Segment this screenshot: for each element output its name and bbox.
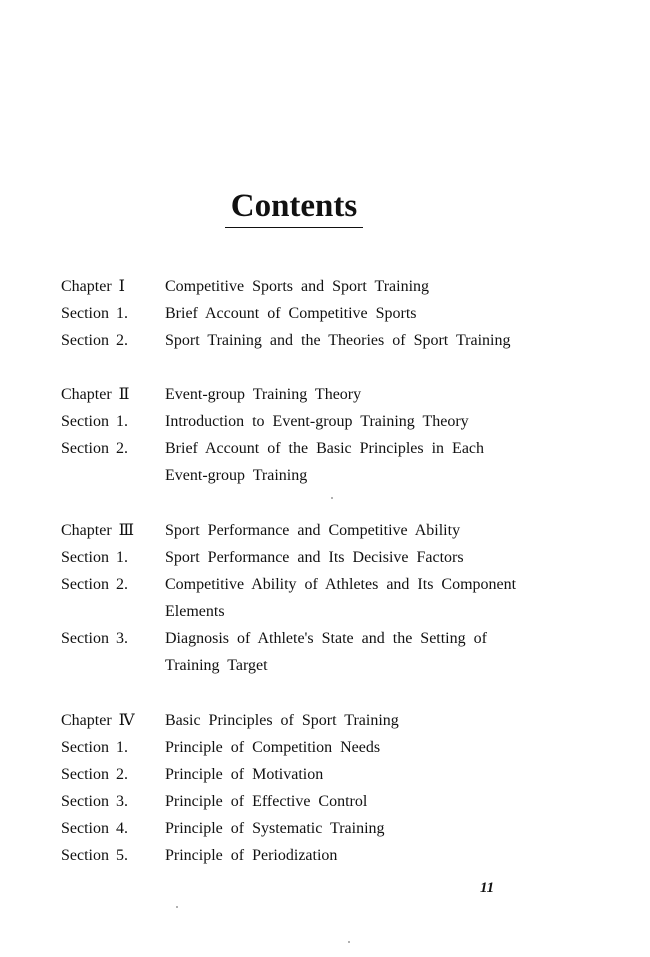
page-number: 11 bbox=[480, 880, 495, 896]
toc-section-row bbox=[0, 438, 650, 460]
toc-section-row bbox=[0, 764, 650, 786]
toc-label: Chapter Ⅰ bbox=[61, 278, 125, 295]
toc-entry-text: Diagnosis of Athlete's State and the Setting of bbox=[165, 630, 487, 647]
toc-entry-text: Brief Account of the Basic Principles in Each bbox=[165, 440, 485, 457]
toc-section-row bbox=[0, 411, 650, 433]
toc-entry-text: Event-group Training Theory bbox=[165, 386, 362, 403]
toc-entry-text: Sport Training and the Theories of Sport Training bbox=[165, 332, 511, 349]
scan-speck bbox=[348, 941, 350, 943]
toc-label: Chapter Ⅲ bbox=[61, 522, 135, 539]
toc-entry-text: Principle of Periodization bbox=[165, 847, 338, 864]
toc-section-row bbox=[0, 791, 650, 813]
toc-entry-text: Event-group Training bbox=[165, 467, 308, 484]
toc-entry-text: Brief Account of Competitive Sports bbox=[165, 305, 417, 322]
toc-section-row bbox=[0, 628, 650, 650]
scan-speck bbox=[331, 497, 333, 499]
toc-continuation-row bbox=[0, 465, 650, 487]
page-title-text: Contents bbox=[225, 188, 364, 228]
toc-section-row bbox=[0, 330, 650, 352]
toc-label: Section 2. bbox=[61, 440, 128, 457]
toc-entry-text: Principle of Systematic Training bbox=[165, 820, 385, 837]
toc-entry-text: Introduction to Event-group Training Theory bbox=[165, 413, 469, 430]
toc-label: Section 3. bbox=[61, 630, 128, 647]
toc-label: Chapter Ⅱ bbox=[61, 386, 130, 403]
toc-section-row bbox=[0, 303, 650, 325]
toc-label: Section 1. bbox=[61, 739, 128, 756]
toc-section-row bbox=[0, 737, 650, 759]
toc-label: Chapter Ⅳ bbox=[61, 712, 135, 729]
toc-entry-text: Principle of Motivation bbox=[165, 766, 324, 783]
toc-entry-text: Training Target bbox=[165, 657, 268, 674]
toc-section-row bbox=[0, 574, 650, 596]
toc-label: Section 1. bbox=[61, 413, 128, 430]
toc-entry-text: Sport Performance and Competitive Ability bbox=[165, 522, 461, 539]
toc-entry-text: Basic Principles of Sport Training bbox=[165, 712, 399, 729]
toc-section-row bbox=[0, 818, 650, 840]
scan-speck bbox=[176, 906, 178, 908]
toc-label: Section 3. bbox=[61, 793, 128, 810]
toc-entry-text: Competitive Ability of Athletes and Its Component bbox=[165, 576, 517, 593]
toc-section-row bbox=[0, 845, 650, 867]
toc-continuation-row bbox=[0, 601, 650, 623]
toc-entry-text: Competitive Sports and Sport Training bbox=[165, 278, 430, 295]
toc-chapter-row bbox=[0, 384, 650, 406]
toc-chapter-row bbox=[0, 520, 650, 542]
toc-chapter-row bbox=[0, 276, 650, 298]
page-title bbox=[0, 188, 588, 228]
toc-label: Section 5. bbox=[61, 847, 128, 864]
toc-continuation-row bbox=[0, 655, 650, 677]
toc-label: Section 2. bbox=[61, 766, 128, 783]
toc-entry-text: Sport Performance and Its Decisive Factors bbox=[165, 549, 464, 566]
toc-entry-text: Principle of Competition Needs bbox=[165, 739, 381, 756]
toc-label: Section 2. bbox=[61, 332, 128, 349]
toc-entry-text: Elements bbox=[165, 603, 225, 620]
toc-label: Section 4. bbox=[61, 820, 128, 837]
toc-chapter-row bbox=[0, 710, 650, 732]
toc-label: Section 2. bbox=[61, 576, 128, 593]
toc-label: Section 1. bbox=[61, 549, 128, 566]
toc-section-row bbox=[0, 547, 650, 569]
toc-entry-text: Principle of Effective Control bbox=[165, 793, 368, 810]
toc-label: Section 1. bbox=[61, 305, 128, 322]
